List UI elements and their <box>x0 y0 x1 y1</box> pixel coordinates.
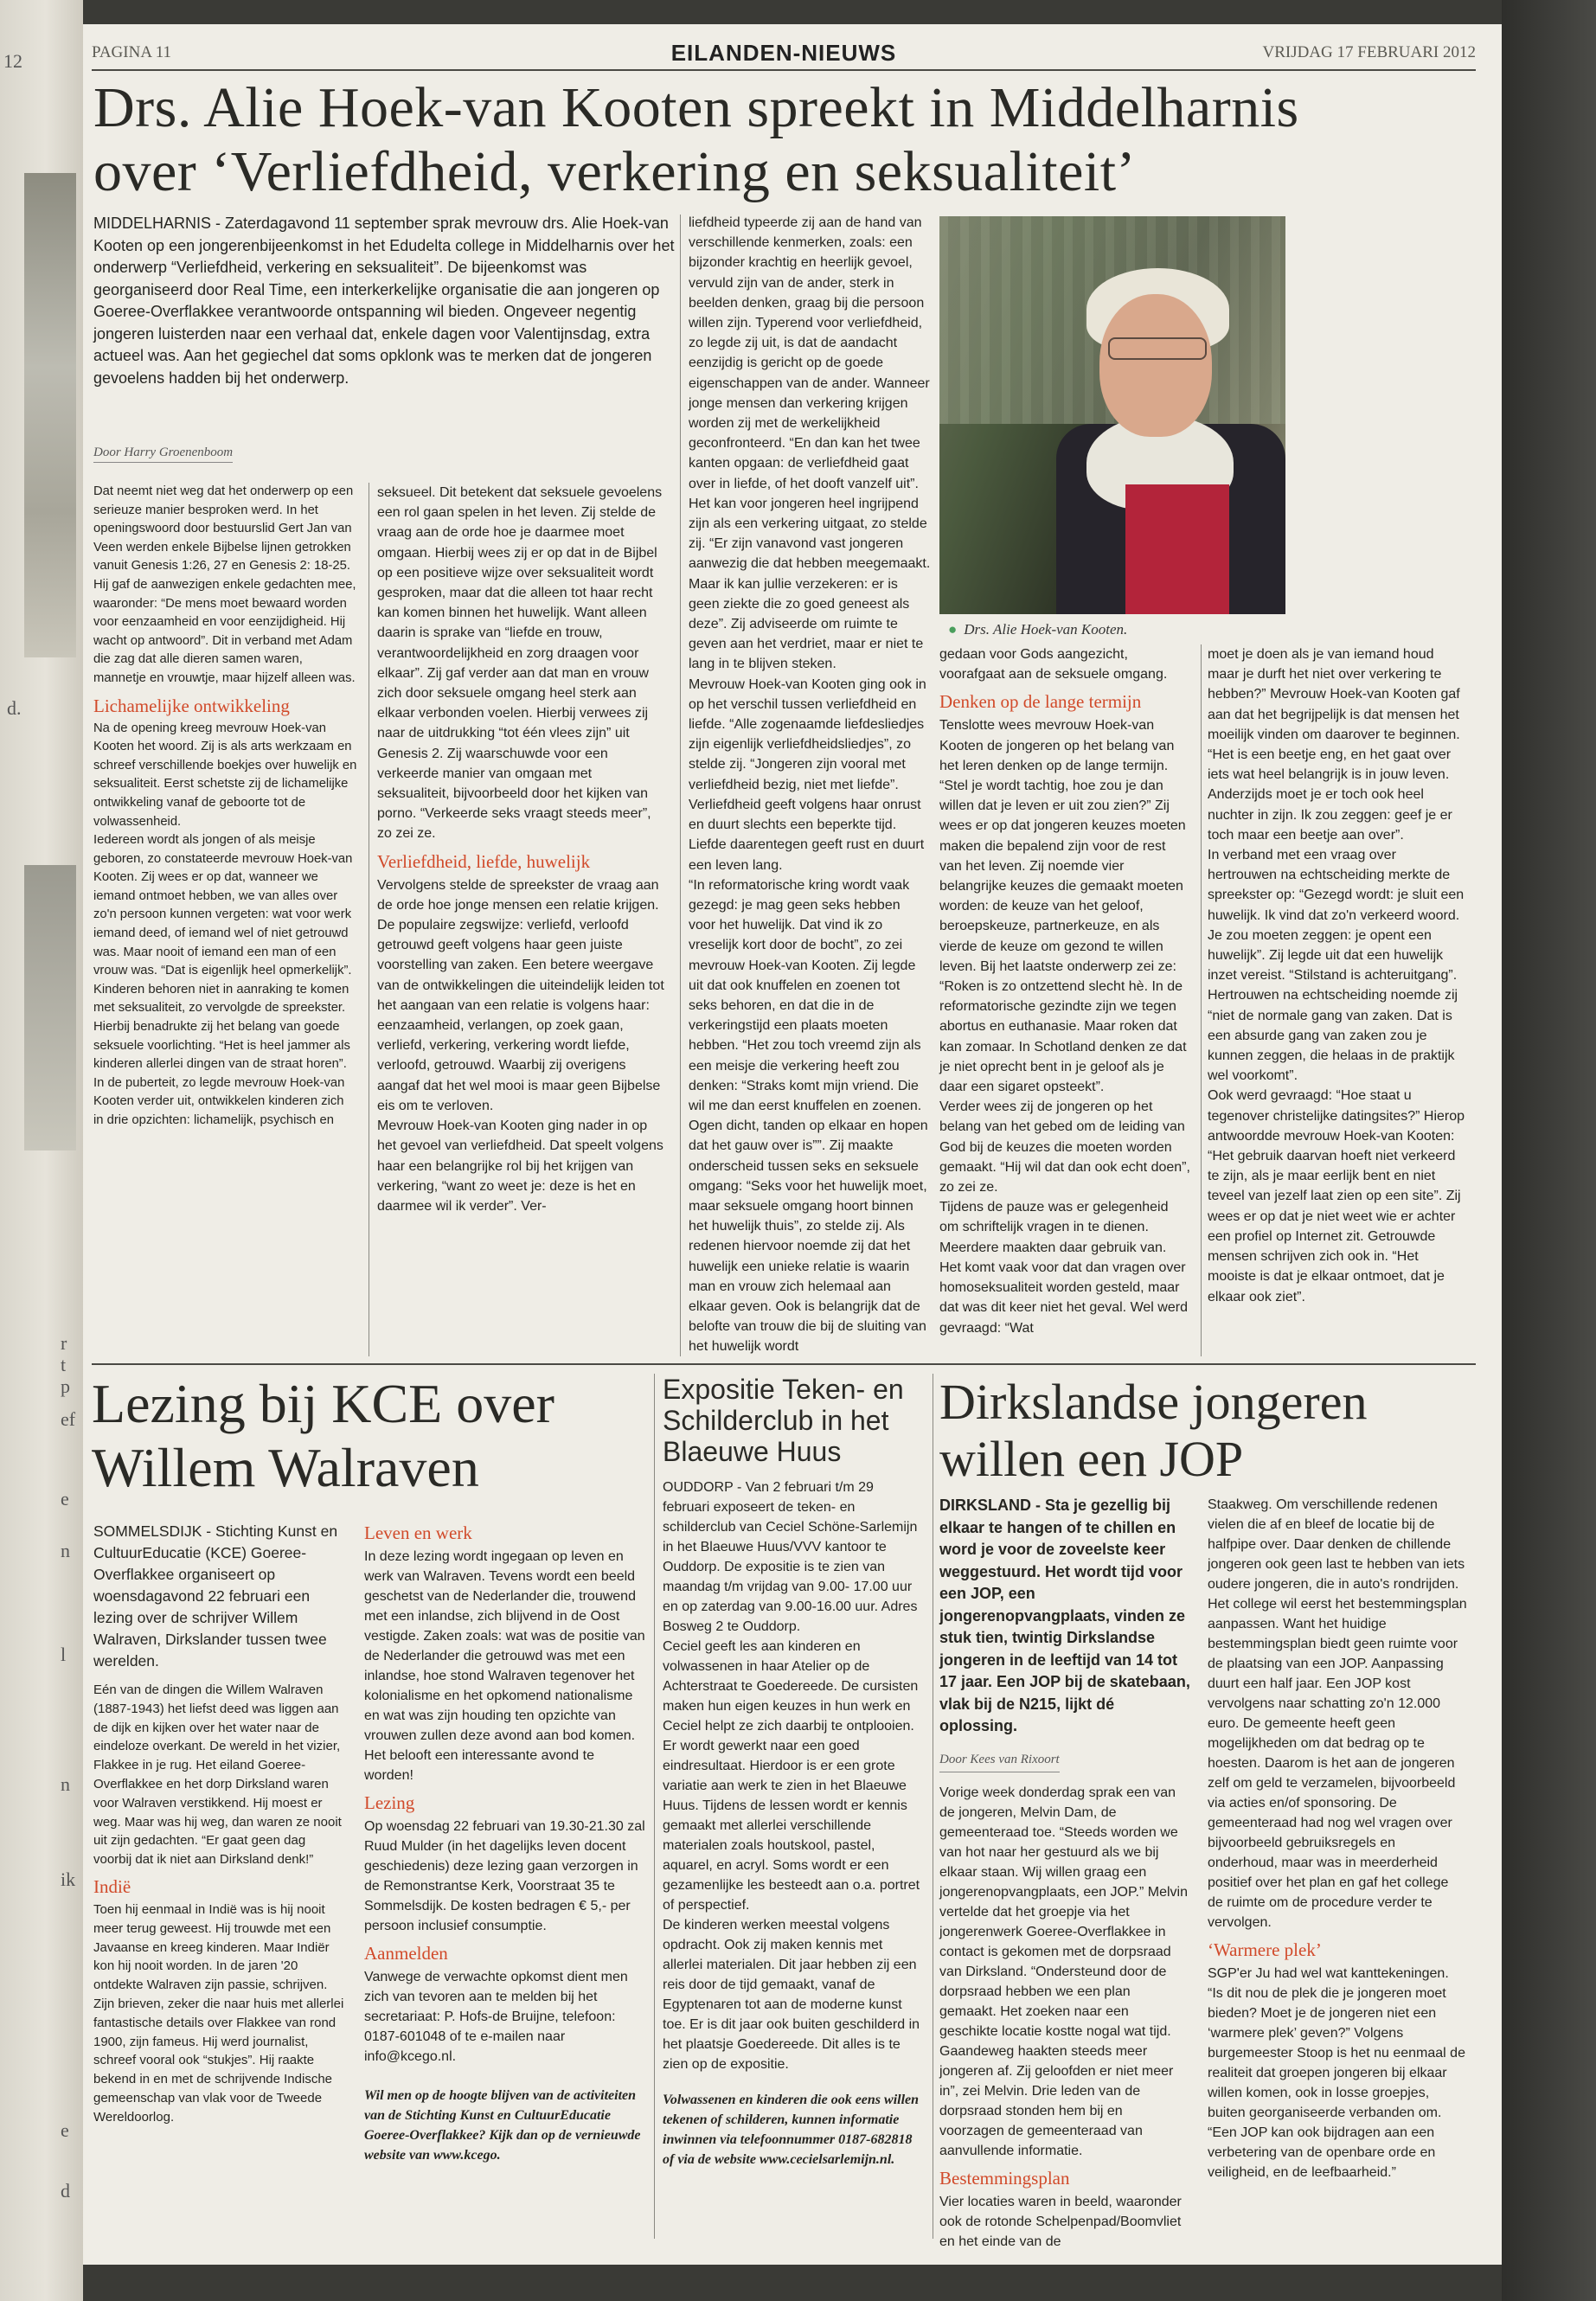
paragraph: In de puberteit, zo legde mevrouw Hoek-van Kooten verder uit, ontwikkelen kinderen zich in drie opzichten: lichamelijk, psychisch en <box>93 1075 345 1127</box>
caption-text: Drs. Alie Hoek-van Kooten. <box>964 621 1128 638</box>
paragraph: In deze lezing wordt ingegaan op leven en werk van Walraven. Tevens wordt een beeld geschetst van de Nederlander die, trouwend met een inlandse, zich blijvend in de Oost vestigde. Zaken zoals: wat was de positie van de Nederlander die getrouwd was met een inlandse, hoe stond Walraven tegenover het kolonialisme en het opkomend nationalisme en wat was zijn houding ten opzichte van vrouwen zullen deze avond aan bod komen. Het belooft een interessante avond te worden! <box>364 1549 645 1783</box>
paragraph: Vorige week donderdag sprak een van de jongeren, Melvin Dam, de gemeenteraad toe. “Steeds worden we van hot naar her gestuurd als we bij elkaar staan. Wij willen graag een jongerenopvangplaats, een JOP.” Melvin vertelde dat het groepje via het jongerenwerk Goeree-Overflakkee in contact is gekomen met de dorpsraad van Dirksland. “Ondersteund door de dorpsraad hebben we een plan gemaakt. Het zoeken naar een geschikte locatie kostte nogal wat tijd. Gaandeweg haakten steeds meer jongeren af. Zij geloofden er niet meer in”, zei Melvin. Drie leden van de dorpsraad stonden hem bij en voorzagen de gemeenteraad van aanvullende informatie. <box>939 1785 1188 2158</box>
jop-column-1 <box>939 1495 1190 2252</box>
adjacent-photo-fragment-2 <box>24 865 76 1150</box>
edge-mark: ef <box>61 1408 76 1430</box>
photo-blouse <box>1125 484 1229 614</box>
paragraph: Toen hij eenmaal in Indië was is hij nooit meer terug geweest. Hij trouwde met een Javaanse en kreeg kinderen. Maar Indiër kon hij nooit worden. In de jaren '20 ontdekte Walraven zijn passie, schrijven. Zijn brieven, zeker die naar huis met allerlei fantastische details over Flakkee van rond 1900, zijn fameus. Hij werd journalist, schreef vooral ook “stukjes”. Hij raakte bekend in en met de schrijvende Indische gemeenschap van vlak voor de Tweede Wereldoorlog. <box>93 1901 344 2125</box>
paragraph: gedaan voor Gods aangezicht, voorafgaat aan de seksuele omgang. <box>939 647 1168 683</box>
main-byline: Door Harry Groenenboom <box>93 445 233 463</box>
jop-column-2 <box>1208 1495 1467 2182</box>
page-header <box>92 40 1476 71</box>
paragraph: moet je doen als je van iemand houd maar je durft het niet over verkering te hebben?” Mevrouw Hoek-van Kooten gaf aan dat het begrijpelijk is dat mensen het moeilijk vinden om daarover te beginnen. “Het is een beetje eng, en het gaat over iets wat heel belangrijk is in jouw leven. Anderzijds moet je er toch ook heel nuchter in zijn. Ik zou zeggen: geef je er toch maar een beetje aan over”. <box>1208 647 1460 843</box>
kce-lead: SOMMELSDIJK - Stichting Kunst en CultuurEducatie (KCE) Goeree-Overflakkee organiseert op woensdagavond 22 februari een lezing over de schrijver Willem Walraven, Dirkslander tussen twee werelden. <box>93 1522 338 1670</box>
edge-mark: e <box>61 2119 69 2141</box>
paragraph: Kinderen behoren niet in aanraking te komen met seksualiteit, zo vervolgde de spreekster. Hierbij benadrukte zij het belang van goede seksuele voorlichting. “Het is heel jammer als kinderen allerlei dingen van de straat horen”. <box>93 982 350 1072</box>
jop-lead: DIRKSLAND - Sta je gezellig bij elkaar te hangen of te chillen en word je voor de zoveelste keer weggestuurd. Het wordt tijd voor een JOP, een jongerenopvangplaats, vinden ze stuk tien, twintig Dirkslandse jongeren in de leeftijd van 14 tot 17 jaar. Een JOP bij de skatebaan, vlak bij de N215, lijkt dé oplossing. <box>939 1497 1190 1734</box>
kce-headline-line-2: Willem Walraven <box>92 1437 479 1498</box>
subheading: Indië <box>93 1875 131 1897</box>
paragraph: OUDDORP - Van 2 februari t/m 29 februari exposeert de teken- en schilderclub van Ceciel Schöne-Sarlemijn in het Blaeuwe Huus/VVV kantoor te Ouddorp. De expositie is te zien van maandag t/m vrijdag van 9.00- 17.00 uur en op zaterdag van 9.00-16.00 uur. Adres Bosweg 2 te Ouddorp. <box>663 1480 918 1634</box>
paragraph: Dat neemt niet weg dat het onderwerp op een serieuze manier besproken werd. In het openingswoord door bestuurslid Gert Jan van Veen werden enkele Bijbelse lijnen getrokken vanuit Genesis 1:26, 27 en Genesis 2: 18-25. Hij gaf de aanwezigen enkele gedachten mee, waaronder: “De mens moet bewaard worden voor eenzaamheid en voor eenzijdigheid. Hij wacht op antwoord”. Dit in verband met Adam die zag dat alle dieren samen waren, mannetje en vrouwtje, maar hijzelf alleen was. <box>93 484 356 685</box>
main-column-2 <box>377 483 667 1216</box>
paragraph: Eén van de dingen die Willem Walraven (1887-1943) het liefst deed was liggen aan de dijk en kijken over het water naar de eindeloze overkant. De wereld in het vizier, Flakkee in je rug. Het eiland Goeree-Overflakkee en het dorp Dirksland waren voor Walraven verstikkend. Hij moest er weg. Maar was hij weg, dan waren ze nooit uit zijn gedachten. “Er gaat geen dag voorbij dat ik niet aan Dirksland denk!” <box>93 1682 342 1868</box>
paragraph: Tijdens de pauze was er gelegenheid om schriftelijk vragen in te dienen. Meerdere maakten daar gebruik van. Het komt vaak voor dat dan vragen over homoseksualiteit worden gesteld, maar dat was dit keer niet het geval. Wel werd gevraagd: “Wat <box>939 1200 1188 1336</box>
edge-mark: r <box>61 1332 67 1354</box>
column-divider <box>680 215 681 1356</box>
subheading: Denken op de lange termijn <box>939 691 1142 713</box>
subheading: Lezing <box>364 1792 415 1813</box>
expo-headline: Expositie Teken- en Schilderclub in het Blaeuwe Huus <box>663 1374 904 1467</box>
kce-column-1 <box>93 1521 344 2127</box>
expo-column <box>663 1477 922 2170</box>
paragraph: Na de opening kreeg mevrouw Hoek-van Kooten het woord. Zij is als arts werkzaam en schreef verschillende boekjes over huwelijk en seksualiteit. Eerst schetste zij de lichamelijke ontwikkeling vanaf de geboorte tot de volwassenheid. <box>93 721 357 829</box>
main-column-5 <box>1208 644 1467 1307</box>
kce-headline <box>92 1372 645 1500</box>
photo-face <box>1099 294 1212 437</box>
adjacent-photo-fragment <box>24 173 76 657</box>
kce-note: Wil men op de hoogte blijven van de activiteiten van de Stichting Kunst en CultuurEducatie Goeree-Overflakkee? Kijk dan op de vernieuwde website van www.kcego. <box>364 2088 641 2163</box>
subheading: ‘Warmere plek’ <box>1208 1939 1322 1960</box>
masthead: EILANDEN-NIEUWS <box>670 40 897 66</box>
jop-headline-line-2: willen een JOP <box>939 1431 1244 1487</box>
section-divider <box>92 1363 1476 1365</box>
jop-headline <box>939 1374 1476 1488</box>
paragraph: Vervolgens stelde de spreekster de vraag aan de orde hoe jonge mensen een relatie krijgen. De populaire zegswijze: verliefd, verloofd getrouwd geeft volgens haar geen juiste voorstelling van zaken. Een betere weergave van de ontwikkelingen die uiteindelijk leiden tot het aangaan van een relatie is volgens haar: eenzaamheid, verlangen, op zoek gaan, verliefd, verkering, verkering wordt liefde, verloofd, getrouwd. Waarbij zij overigens aangaf dat het wel mooi is maar geen Bijbelse eis om te verloven. <box>377 877 664 1113</box>
edge-mark: ik <box>61 1868 76 1890</box>
paragraph: Ook werd gevraagd: “Hoe staat u tegenover christelijke datingsites?” Hierop antwoordde mevrouw Hoek-van Kooten: “Het gebruik daarvan hoeft niet verkeerd te zijn, als je maar eerlijk bent en niet teveel van jezelf laat zien op een site”. Zij wees er op dat je niet weet wie er achter een profiel op Internet zit. Getrouwde mensen schrijven zich ook in. “Het mooiste is dat je elkaar ontmoet, dat je elkaar ook ziet”. <box>1208 1088 1465 1304</box>
paragraph: seksueel. Dit betekent dat seksuele gevoelens een rol gaan spelen in het leven. Zij stelde de vraag aan de orde hoe je daarmee moet omgaan. Hierbij wees zij er op dat in de Bijbel op een positieve wijze over seksualiteit wordt gesproken, maar dat die alleen tot haar recht kan komen binnen het huwelijk. Want alleen daarin is sprake van “liefde en trouw, verantwoordelijkheid en zorg draagen voor elkaar”. Zij gaf verder aan dat man en vrouw zich door seksuele omgang heel sterk aan elkaar verbonden voelen. Hierbij verwees zij naar de uitdrukking “tot één vlees zijn” uit Genesis 2. Zij waarschuwde voor een verkeerde manier van omgaan met seksualiteit, bijvoorbeeld door het kijken van porno. “Verkeerde seks vraagt steeds meer”, zo zei ze. <box>377 485 663 842</box>
expo-note: Volwassenen en kinderen die ook eens willen tekenen of schilderen, kunnen informatie inwinnen via telefoonnummer 0187-682818 of via de website www.cecielsarlemijn.nl. <box>663 2093 920 2167</box>
paragraph: Iedereen wordt als jongen of als meisje geboren, zo constateerde mevrouw Hoek-van Kooten. Zij wees er op dat, wanneer we iemand ontmoet hebben, we van alles over zo'n persoon kunnen vergeten: wat voor werk iemand deed, of iemand wel of niet getrouwd was. Maar nooit of iemand een man of een vrouw was. “Dat is eigenlijk heel opmerkelijk”. <box>93 833 353 978</box>
edge-mark: n <box>61 1540 70 1561</box>
jop-byline: Door Kees van Rixoort <box>939 1750 1060 1772</box>
subheading: Lichamelijke ontwikkeling <box>93 695 290 716</box>
paragraph: SGP'er Ju had wel wat kanttekeningen. “Is dit nou de plek die je jongeren moet bieden? Moet je de jongeren niet een ‘warmere plek’ geven?” Volgens burgemeester Stoop is het nu eenmaal de realiteit dat groepen jongeren bij elkaar willen komen, ook in losse groepjes, buiten georganiseerde verbanden om. “Een JOP kan ook bijdragen aan een verbetering van de openbare orde en veiligheid, en de leefbaarheid.” <box>1208 1966 1465 2180</box>
subheading: Bestemmingsplan <box>939 2167 1070 2189</box>
edge-mark: t <box>61 1354 67 1375</box>
edge-mark: n <box>61 1773 70 1795</box>
paragraph: Mevrouw Hoek-van Kooten ging ook in op het verschil tussen verliefdheid en liefde. “Alle zogenaamde liefdesliedjes zijn eigenlijk verliefdheidsliedjes”, zo stelde zij. “Jongeren zijn vooral met verliefdheid bezig, niet met liefde”. Verliefdheid geeft volgens haar onrust en duurt slechts een beperkte tijd. Liefde daarentegen geeft rust en duurt een leven lang. <box>689 676 926 873</box>
edge-mark: e <box>61 1488 69 1509</box>
subheading: Aanmelden <box>364 1943 448 1964</box>
newspaper-page <box>83 24 1502 2265</box>
subheading: Leven en werk <box>364 1522 472 1543</box>
paragraph: In verband met een vraag over hertrouwen na echtscheiding merkte de spreekster op: “Gezegd wordt: je sluit een huwelijk. Ik vind dat zo'n verkeerd woord. Je zou moeten zeggen: je opent een huwelijk”. Zij legde uit dat een huwelijk inzet vereist. “Stilstand is achteruitgang”. Hertrouwen na echtscheiding noemde zij “niet de normale gang van zaken. Dat is een absurde gang van zaken zou je kunnen zeggen, die helaas in de praktijk wel voorkomt”. <box>1208 848 1465 1084</box>
kce-column-2 <box>364 1521 645 2165</box>
paragraph: Op woensdag 22 februari van 19.30-21.30 zal Ruud Mulder (in het dagelijks leven docent geschiedenis) deze lezing gaan verzorgen in de Remonstrantse Kerk, Voorstraat 35 te Sommelsdijk. De kosten bedragen € 5,- per persoon inclusief consumptie. <box>364 1819 645 1933</box>
edge-mark: d <box>61 2180 70 2202</box>
paragraph: De kinderen werken meestal volgens opdracht. Ook zij maken kennis met allerlei materialen. Dit jaar hebben zij een reis door de tijd gemaakt, vanaf de Egyptenaren tot aan de moderne kunst toe. Er is dit jaar ook buiten geschilderd in het plaatsje Goedereede. Dit alles is te zien op de expositie. <box>663 1918 920 2072</box>
issue-date: VRIJDAG 17 FEBRUARI 2012 <box>1262 43 1476 61</box>
main-headline-line-2: over ‘Verliefdheid, verkering en seksualiteit’ <box>93 140 1137 203</box>
adjacent-page-edge <box>0 0 83 2301</box>
jop-headline-line-1: Dirkslandse jongeren <box>939 1374 1368 1430</box>
paragraph: Verder wees zij de jongeren op het belang van het gebed om de leiding van God bij de keuzes die moeten worden gemaakt. “Hij wil dat dan ook echt doen”, zo zei ze. <box>939 1099 1190 1195</box>
photo-caption <box>948 621 1127 638</box>
edge-mark: d. <box>7 697 22 719</box>
portrait-photo <box>939 216 1285 614</box>
main-headline-line-1: Drs. Alie Hoek-van Kooten spreekt in Middelharnis <box>93 76 1299 139</box>
paragraph: Het college wil eerst het bestemmingsplan aanpassen. Want het huidige bestemmingsplan biedt geen ruimte voor de plaatsing van een JOP. Aanpassing duurt een half jaar. Een JOP kost vervolgens naar schatting zo'n 12.000 euro. De gemeente heeft geen mogelijkheden om dat bedrag op te hoesten. Daarom is het aan de jongeren zelf om geld te verzamelen, bijvoorbeeld via acties en/of sponsoring. De gemeenteraad had nog wel vragen over bijvoorbeeld gebruiksregels en onderhoud, maar was in meerderheid positief over het plan en gaf het college de ruimte om de procedure verder te vervolgen. <box>1208 1597 1467 1930</box>
bullet-icon: ● <box>948 621 958 638</box>
kce-headline-line-1: Lezing bij KCE over <box>92 1373 554 1434</box>
paragraph: Vanwege de verwachte opkomst dient men zich van tevoren aan te melden bij het secretariaat: P. Hofs-de Bruijne, telefoon: 0187-601048 of te e-mailen naar info@kcego.nl. <box>364 1970 628 2064</box>
main-lead: MIDDELHARNIS - Zaterdagavond 11 september sprak mevrouw drs. Alie Hoek-van Kooten op een jongerenbijeenkomst in het Edudelta college in Middelharnis over het onderwerp “Verliefdheid, verkering en seksualiteit”. De bijeenkomst was georganiseerd door Real Time, een interkerkelijke organisatie die aan jongeren op Goeree-Overflakkee verantwoorde ontspanning wil bieden. Ongeveer negentig jongeren luisterden naar een verhaal dat, enkele dagen voor Valentijnsdag, extra actueel was. Aan het gegiechel dat soms opklonk was te merken dat de jongeren gevoelens hadden bij het onderwerp. <box>93 215 675 387</box>
paragraph: Ceciel geeft les aan kinderen en volwassenen in haar Atelier op de Achterstraat te Goedereede. De cursisten maken hun eigen keuzes in hun werk en Ceciel helpt ze zich daarbij te ontplooien. Er wordt gewerkt naar een goed eindresultaat. Hierdoor is er een grote variatie aan werk te zien in het Blaeuwe Huus. Tijdens de lessen wordt er kennis gemaakt met allerlei verschillende materialen zoals houtskool, pastel, aquarel, en acryl. Soms wordt er een gezamenlijke les besteedt aan o.a. portret of perspectief. <box>663 1639 920 1913</box>
photo-glasses <box>1108 337 1207 360</box>
paragraph: Staakweg. Om verschillende redenen vielen die af en bleef de locatie bij de halfpipe over. Daar denken de chillende jongeren ook geen last te hebben van iets oudere jongeren, die in auto's rondrijden. <box>1208 1497 1465 1592</box>
edge-mark: 12 <box>3 50 22 72</box>
subheading: Verliefdheid, liefde, huwelijk <box>377 850 591 872</box>
paragraph: Mevrouw Hoek-van Kooten ging nader in op het gevoel van verliefdheid. Dat speelt volgens haar een belangrijke rol bij het krijgen van verkering, “want zo weet je: deze is het en daarmee wil ik verder”. Ver- <box>377 1118 663 1214</box>
paragraph: “In reformatorische kring wordt vaak gezegd: je mag geen seks hebben voor het huwelijk. Dat vind ik zo vreselijk kort door de bocht”, zo zei mevrouw Hoek-van Kooten. Zij legde uit dat ook knuffelen en zoenen tot seks behoren, en dat die in de verkeringstijd een plaats moeten hebben. “Het zou toch vreemd zijn als een meisje die verkering heeft zou denken: “Straks komt mijn vriend. Die wil me dan eerst knuffelen en zoenen. Ogen dicht, tanden op elkaar en hopen dat het gauw over is””. Zij maakte onderscheid tussen seks en seksuele omgang: “Seks voor het huwelijk moet, maar seksuele omgang hoort binnen het huwelijk thuis”, zo stelde zij. Als redenen hiervoor noemde zij dat het huwelijk een unieke relatie is waarin man en vrouw zich helemaal aan elkaar geven. Ook is belangrijk dat de belofte van trouw die bij de sluiting van het huwelijk wordt <box>689 877 928 1355</box>
column-divider <box>1201 644 1202 1356</box>
scan-background <box>1502 0 1596 2301</box>
main-column-4 <box>939 644 1190 1338</box>
main-headline <box>93 76 1495 204</box>
edge-mark: p <box>61 1375 70 1397</box>
paragraph: Vier locaties waren in beeld, waaronder ook de rotonde Schelpenpad/Boomvliet en het einde van de <box>939 2194 1182 2249</box>
main-column-3 <box>689 213 931 1357</box>
main-column-1 <box>93 483 357 1131</box>
paragraph: Tenslotte wees mevrouw Hoek-van Kooten de jongeren op het belang van het leren denken op de lange termijn. “Stel je wordt tachtig, hoe zou je dan willen dat je leven er uit zou zien?” Zij wees er op dat jongeren keuzes moeten maken die bepalend zijn voor de rest van het leven. Zij noemde vier belangrijke keuzes die gemaakt moeten worden: de keuze van het geloof, beroepskeuze, partnerkeuze, en als vierde de keuze om gezond te willen leven. Bij het laatste onderwerp zei ze: “Roken is zo ontzettend slecht hè. In de reformatorische gezindte zijn we tegen abortus en euthanasie. Maar roken dat kan zomaar. In Schotland denken ze dat je niet oprecht bent in je geloof als je daar een sigaret opsteekt”. <box>939 718 1187 1095</box>
column-divider <box>654 1374 655 2239</box>
paragraph: liefdheid typeerde zij aan de hand van verschillende kenmerken, zoals: een bijzonder krachtig en heerlijk gevoel, vervuld zijn van de ander, sterk in beelden denken, graag bij die persoon willen zijn. Typerend voor verliefdheid, zo legde zij uit, is dat de aandacht eenzijdig is gericht op de goede eigenschappen van de ander. Wanneer jonge mensen dan verkering krijgen worden zij met de werkelijkheid geconfronteerd. “En dan kan het twee kanten opgaan: de verliefdheid gaat over in liefde, of het dooft vanzelf uit”. Het kan voor jongeren heel ingrijpend zijn als een verkering uitgaat, zo stelde zij. “Er zijn vanavond vast jongeren aanwezig die dat hebben meegemaakt. Maar ik kan jullie verzekeren: er is geen ziekte die zo goed geneest als deze”. Zij adviseerde om ruimte te geven aan het verdriet, maar er niet te lang in te blijven steken. <box>689 215 931 672</box>
edge-mark: l <box>61 1644 67 1665</box>
page-number: PAGINA 11 <box>92 43 172 61</box>
